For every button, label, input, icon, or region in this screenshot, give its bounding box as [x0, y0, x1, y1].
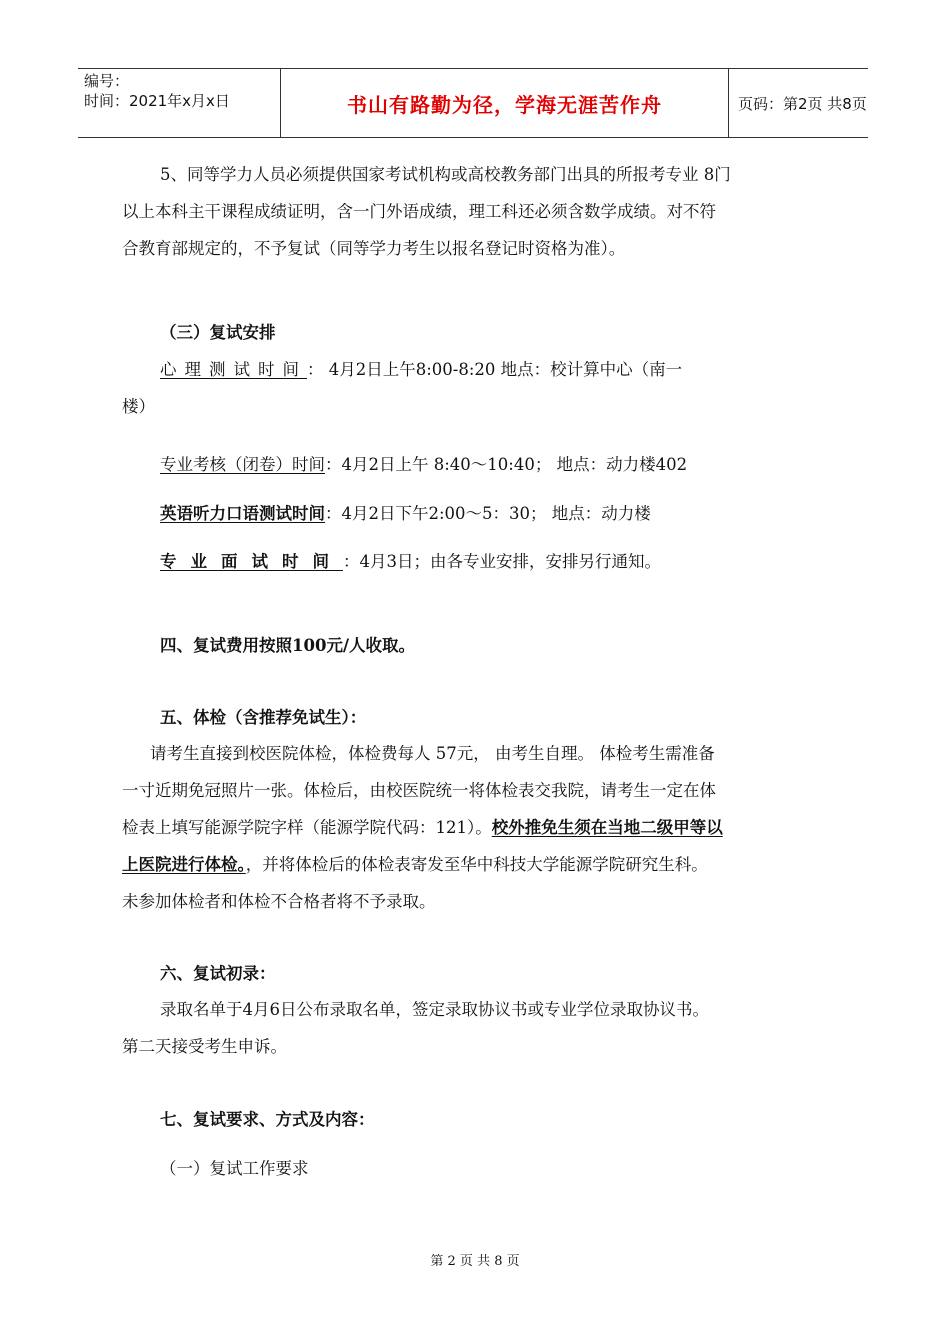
- physical-line3a: 检表上填写能源学院字样（能源学院代码：121）。: [122, 818, 492, 837]
- document-header: [78, 68, 868, 138]
- requirements-sub1: （一）复试工作要求: [160, 1159, 309, 1178]
- physical-line4: [122, 853, 708, 877]
- eng-row: [160, 502, 651, 526]
- admission-line1: 录取名单于4月6日公布录取名单，签定录取协议书或专业学位录取协议书。: [160, 1000, 709, 1019]
- fee-heading: 四、复试费用按照100元/人收取。: [160, 636, 415, 655]
- psych-row: [160, 358, 682, 382]
- physical-line2: 一寸近期免冠照片一张。体检后，由校医院统一将体检表交我院，请考生一定在体: [122, 781, 716, 800]
- header-page-info: 页码：第2页 共8页: [738, 94, 867, 113]
- prof-text: ：4月2日上午 8:40～10:40； 地点：动力楼402: [325, 455, 688, 474]
- header-meta: [84, 71, 280, 135]
- physical-heading: 五、体检（含推荐免试生）：: [160, 708, 367, 727]
- admission-line2: 第二天接受考生申诉。: [122, 1037, 287, 1056]
- para5-line2: 以上本科主干课程成绩证明，含一门外语成绩，理工科还必须含数学成绩。对不符: [122, 202, 716, 221]
- psych-label: 心理测试时间: [160, 360, 307, 379]
- interview-text: ：4月3日；由各专业安排，安排另行通知。: [343, 552, 661, 571]
- para5-line3: 合教育部规定的，不予复试（同等学力考生以报名登记时资格为准）。: [122, 239, 626, 258]
- physical-line4b: ，并将体检后的体检表寄发至华中科技大学能源学院研究生科。: [245, 855, 708, 874]
- para5-line1: 5、同等学力人员必须提供国家考试机构或高校教务部门出具的所报考专业 8门: [160, 165, 731, 184]
- section3-heading: （三）复试安排: [160, 323, 276, 342]
- prof-label: 专业考核（闭卷）时间: [160, 455, 325, 474]
- interview-row: [160, 550, 661, 574]
- eng-label: 英语听力口语测试时间: [160, 504, 325, 523]
- physical-line4a: 上医院进行体检。: [122, 855, 246, 874]
- header-motto: 书山有路勤为径，学海无涯苦作舟: [347, 92, 662, 117]
- time-label: 时间：2021年x月x日: [84, 92, 230, 110]
- page-footer: 第 2 页 共 8 页: [430, 1254, 520, 1269]
- number-label: 编号：: [84, 72, 130, 90]
- physical-line3b: 校外推免生须在当地二级甲等以: [491, 818, 723, 837]
- header-divider: [728, 69, 729, 137]
- physical-line5: 未参加体检者和体检不合格者将不予录取。: [122, 892, 436, 911]
- prof-row: [160, 453, 687, 477]
- requirements-heading: 七、复试要求、方式及内容：: [160, 1110, 375, 1129]
- psych-cont: 楼）: [122, 397, 155, 416]
- admission-heading: 六、复试初录：: [160, 964, 276, 983]
- psych-text: ： 4月2日上午8:00-8:20 地点：校计算中心（南一: [307, 360, 683, 379]
- physical-line1: 请考生直接到校医院体检，体检费每人 57元， 由考生自理。 体检考生需准备: [150, 744, 715, 763]
- physical-line3: [122, 816, 723, 840]
- eng-text: ：4月2日下午2:00～5：30； 地点：动力楼: [325, 504, 651, 523]
- interview-label: 专业面试时间: [160, 552, 343, 571]
